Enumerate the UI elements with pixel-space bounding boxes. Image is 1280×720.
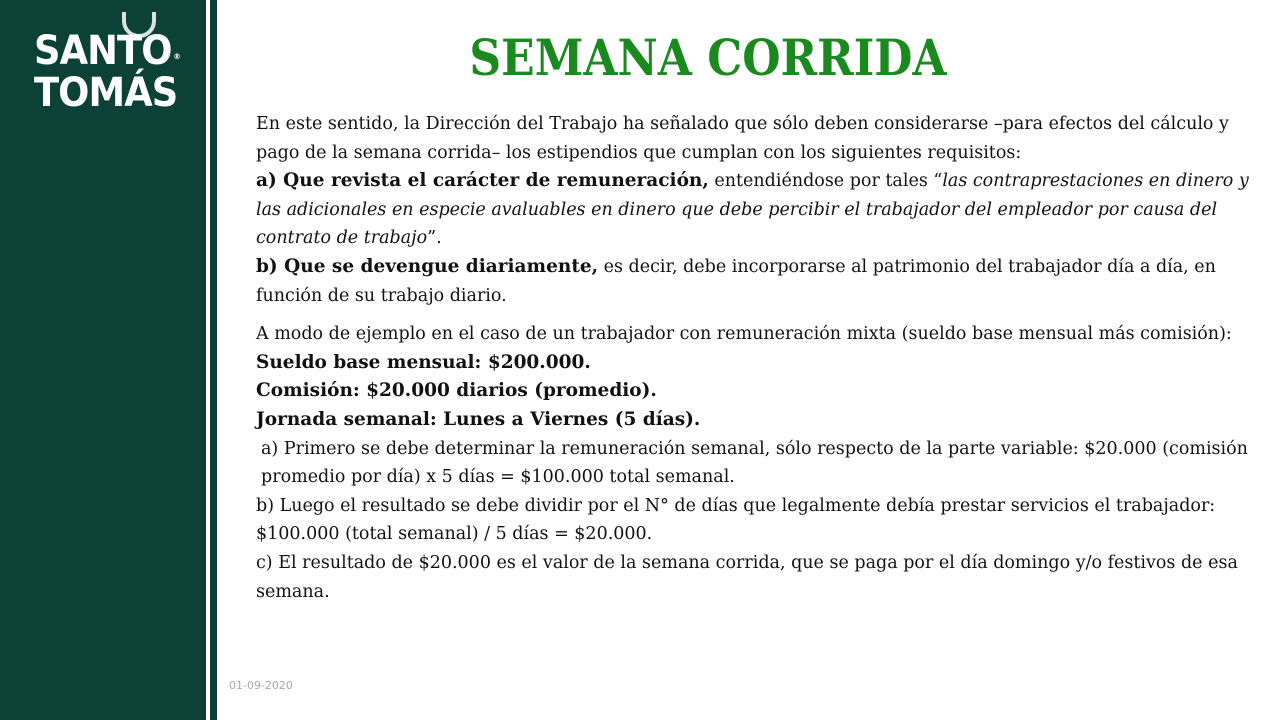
sidebar-panel: [0, 0, 206, 720]
step-c: c) El resultado de $20.000 es el valor de la semana corrida, que se paga por el día domingo y/o festivos de esa semana.: [256, 552, 1238, 602]
requirement-a-heading: a) Que revista el carácter de remuneración,: [256, 170, 709, 192]
sidebar-stripe: [210, 0, 217, 720]
sueldo-line: Sueldo base mensual: $200.000.: [256, 351, 591, 373]
requirement-b: b) Que se devengue diariamente, es decir, debe incorporarse al patrimonio del trabajador día a día, en función de su trabajo diario.: [256, 255, 1216, 306]
requirement-b-heading: b) Que se devengue diariamente,: [256, 255, 599, 277]
slide-content: [256, 110, 1256, 606]
intro-paragraph: En este sentido, la Dirección del Trabajo ha señalado que sólo deben considerarse –para efectos del cálculo y pago de la semana corrida– los estipendios que cumplan con los siguientes requisitos:: [256, 114, 1229, 163]
step-a: a) Primero se debe determinar la remuneración semanal, sólo respecto de la parte variable: $20.000 (comisión promedio por día) x 5 días = $100.000 total semanal.: [261, 438, 1248, 488]
example-intro: A modo de ejemplo en el caso de un trabajador con remuneración mixta (sueldo base mensual más comisión):: [256, 324, 1232, 345]
comision-line: Comisión: $20.000 diarios (promedio).: [256, 380, 657, 402]
logo-line-2: TOMÁS: [34, 70, 178, 116]
step-b: b) Luego el resultado se debe dividir por el N° de días que legalmente debía prestar servicios el trabajador: $100.000 (total semanal) / 5 días = $20.000.: [256, 495, 1216, 545]
jornada-line: Jornada semanal: Lunes a Viernes (5 días).: [256, 408, 701, 430]
footer-date: 01-09-2020: [229, 679, 293, 692]
requirement-a: a) Que revista el carácter de remuneración, entendiéndose por tales “las contraprestaciones en dinero y las adicionales en especie avaluables en dinero que debe percibir el trabajador del empleador por causa del contrato de trabajo”.: [256, 170, 1249, 249]
logo-line-1: SANTO ®: [34, 28, 180, 74]
santo-tomas-logo: [34, 30, 184, 114]
requirement-a-quote: las contraprestaciones en dinero y las adicionales en especie avaluables en dinero que debe percibir el trabajador del empleador por causa del contrato de trabajo: [256, 171, 1249, 249]
slide-title: SEMANA CORRIDA: [469, 28, 947, 87]
